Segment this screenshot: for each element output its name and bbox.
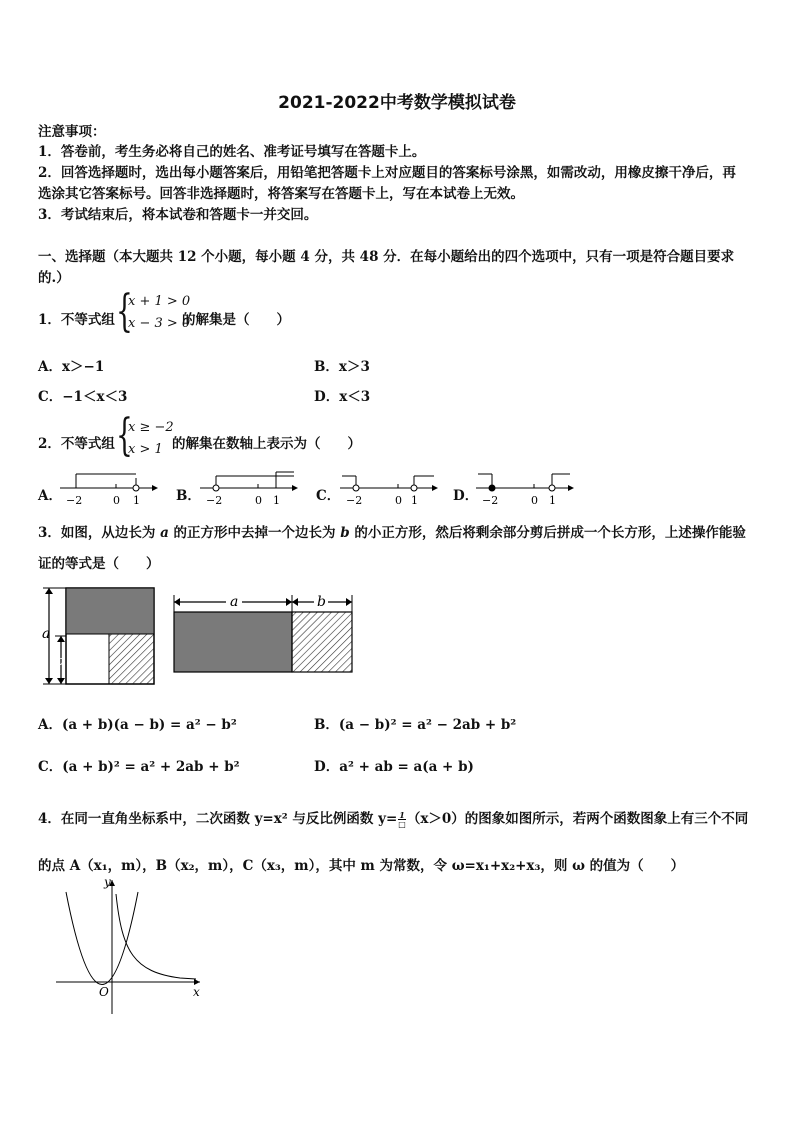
q3-option-d: D．a² + ab = a(a + b): [314, 759, 474, 775]
notice-item-2-cont: 选涂其它答案标号。回答非选择题时，将答案写在答题卡上，写在本试卷上无效。: [38, 186, 524, 202]
notice-item-3: 3．考试结束后，将本试卷和答题卡一并交回。: [38, 207, 318, 223]
q1-system-line2: x − 3 > 0: [128, 316, 191, 331]
section-heading: 一、选择题（本大题共 12 个小题，每小题 4 分，共 48 分．在每小题给出的四个选项中，只有一项是符合题目要求: [38, 249, 735, 265]
fig-label-b-left: b: [56, 654, 65, 669]
q2-number-line-a: [58, 470, 158, 510]
tick-label: 1: [549, 494, 556, 507]
section-heading-cont: 的.）: [38, 270, 70, 286]
tick-label: 0: [255, 494, 262, 507]
q1-prefix: 1．不等式组: [38, 312, 115, 328]
q2-number-line-c: [338, 470, 440, 510]
notice-heading: 注意事项：: [38, 124, 106, 140]
page-title: 2021-2022中考数学模拟试卷: [278, 93, 516, 113]
q1-brace: {: [116, 286, 133, 337]
q2-prefix: 2．不等式组: [38, 436, 115, 452]
q4-graph: [50, 872, 210, 1020]
notice-item-1: 1．答卷前，考生务必将自己的姓名、准考证号填写在答题卡上。: [38, 144, 426, 160]
q4-line1: 4．在同一直角坐标系中，二次函数 y=x² 与反比例函数 y= 1 □ （x＞0）的图象如图所示，若两个函数图象上有三个不同: [38, 810, 749, 829]
origin-label: O: [99, 985, 109, 999]
tick-label: −2: [66, 494, 83, 507]
axis-label-x: x: [193, 985, 200, 999]
q4-line2: 的点 A（x₁，m），B（x₂，m），C（x₃，m），其中 m 为常数，令 ω=x₁+x₂+x₃，则 ω 的值为（ ）: [38, 858, 685, 874]
q1-suffix: 的解集是（ ）: [182, 312, 290, 328]
fig-label-a: a: [42, 626, 51, 642]
q3-option-b: B．(a − b)² = a² − 2ab + b²: [314, 717, 517, 733]
axis-label-y: y: [104, 875, 111, 889]
q2-system-line2: x > 1: [128, 442, 163, 457]
q1-option-c: C．−1＜x＜3: [38, 389, 128, 405]
fig-label-b-top: b: [317, 594, 326, 610]
q1-option-d: D．x＜3: [314, 389, 371, 405]
q2-number-line-d: [474, 470, 576, 510]
notice-item-2: 2．回答选择题时，选出每小题答案后，用铅笔把答题卡上对应题目的答案标号涂黑，如需改动，用橡皮擦干净后，再: [38, 165, 736, 181]
q2-option-a-label: A．: [38, 488, 62, 504]
q3-figure: [38, 580, 368, 692]
tick-label: 0: [395, 494, 402, 507]
q1-option-a: A．x＞−1: [38, 359, 105, 375]
q1-option-b: B．x＞3: [314, 359, 370, 375]
q1-system-line1: x + 1 > 0: [128, 294, 191, 309]
q2-suffix: 的解集在数轴上表示为（ ）: [172, 436, 361, 452]
tick-label: −2: [206, 494, 223, 507]
tick-label: 0: [531, 494, 538, 507]
tick-label: −2: [482, 494, 499, 507]
q2-option-b-label: B．: [176, 488, 201, 504]
tick-label: 1: [133, 494, 140, 507]
q3-option-c: C．(a + b)² = a² + 2ab + b²: [38, 759, 240, 775]
tick-label: 0: [113, 494, 120, 507]
q2-option-c-label: C．: [316, 488, 341, 504]
q2-system-line1: x ≥ −2: [128, 420, 174, 435]
tick-label: 1: [411, 494, 418, 507]
tick-label: 1: [273, 494, 280, 507]
fig-label-a-top: a: [230, 594, 239, 610]
q2-option-d-label: D．: [453, 488, 479, 504]
q3-option-a: A．(a + b)(a − b) = a² − b²: [38, 717, 237, 733]
q3-line2: 证的等式是（ ）: [38, 556, 160, 572]
q2-number-line-b: [198, 470, 300, 510]
tick-label: −2: [346, 494, 363, 507]
q2-brace: {: [116, 410, 133, 461]
q3-line1: 3．如图，从边长为 a 的正方形中去掉一个边长为 b 的小正方形，然后将剩余部分剪后拼成一个长方形，上述操作能验: [38, 525, 746, 541]
